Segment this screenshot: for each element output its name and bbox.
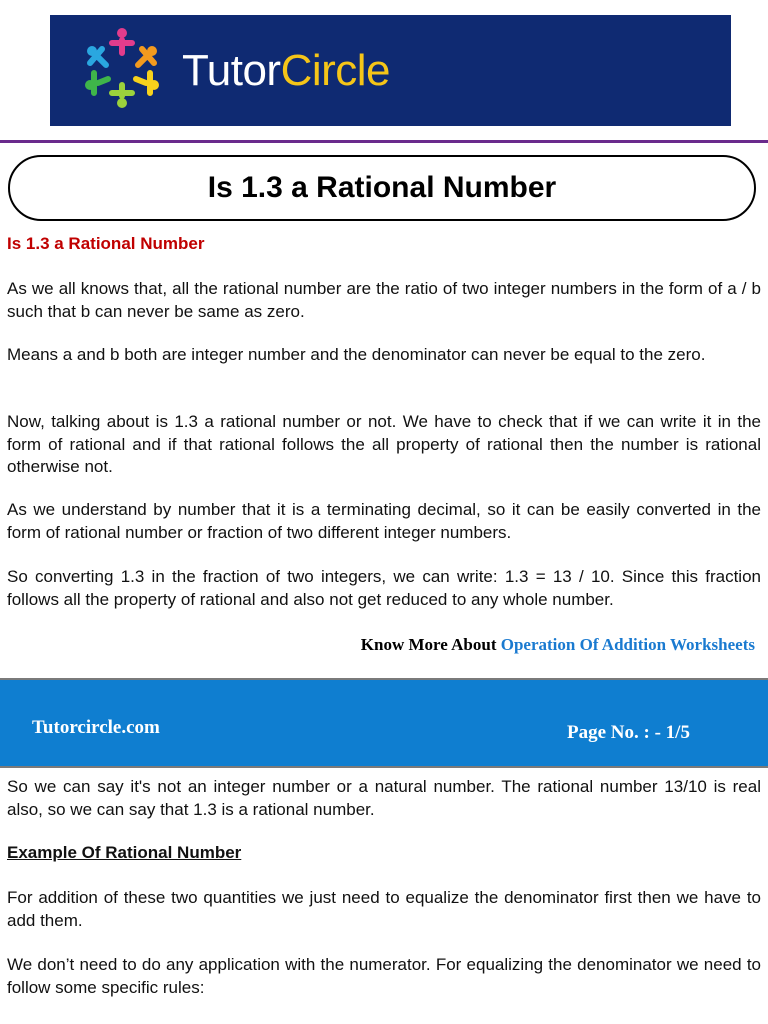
page-number: Page No. : - 1/5	[567, 722, 690, 743]
paragraph: So we can say it's not an integer number or a natural number. The rational number 13/10 is real also, so we can say that 1.3 is a rational number.	[7, 777, 761, 819]
paragraph: For addition of these two quantities we just need to equalize the denominator first then we have to add them.	[7, 888, 761, 930]
paragraph: We don’t need to do any application with the numerator. For equalizing the denominator we need to follow some specific rules:	[7, 955, 761, 997]
header-divider	[0, 140, 768, 143]
footer-site: Tutorcircle.com	[32, 717, 160, 738]
brand-part2: Circle	[280, 46, 391, 95]
know-more-prefix: Know More About	[360, 635, 497, 654]
know-more-line	[361, 635, 755, 655]
paragraph: Now, talking about is 1.3 a rational number or not. We have to check that if we can write it in the form of rational and if that rational follows the all property of rational then the number is rational otherwise not.	[7, 412, 761, 476]
paragraph: So converting 1.3 in the fraction of two integers, we can write: 1.3 = 13 / 10. Since this fraction follows all the property of rational and also not get reduced to any whole number.	[7, 567, 761, 609]
brand-wordmark	[182, 43, 390, 99]
page-title: Is 1.3 a Rational Number	[207, 171, 557, 204]
paragraph: As we all knows that, all the rational number are the ratio of two integer numbers in the form of a / b such that b can never be same as zero.	[7, 279, 761, 321]
section-heading: Is 1.3 a Rational Number	[7, 234, 205, 253]
paragraph: Means a and b both are integer number and the denominator can never be equal to the zero.	[7, 345, 706, 364]
worksheets-link[interactable]: Operation Of Addition Worksheets	[500, 635, 755, 654]
header-banner	[50, 15, 731, 126]
title-box	[8, 155, 756, 221]
paragraph: As we understand by number that it is a terminating decimal, so it can be easily converted in the form of rational number or fraction of two different integer numbers.	[7, 500, 761, 542]
example-heading: Example Of Rational Number	[7, 843, 242, 862]
page-footer	[0, 678, 768, 768]
tutorcircle-logo-icon	[72, 23, 172, 113]
brand-part1: Tutor	[182, 46, 281, 95]
